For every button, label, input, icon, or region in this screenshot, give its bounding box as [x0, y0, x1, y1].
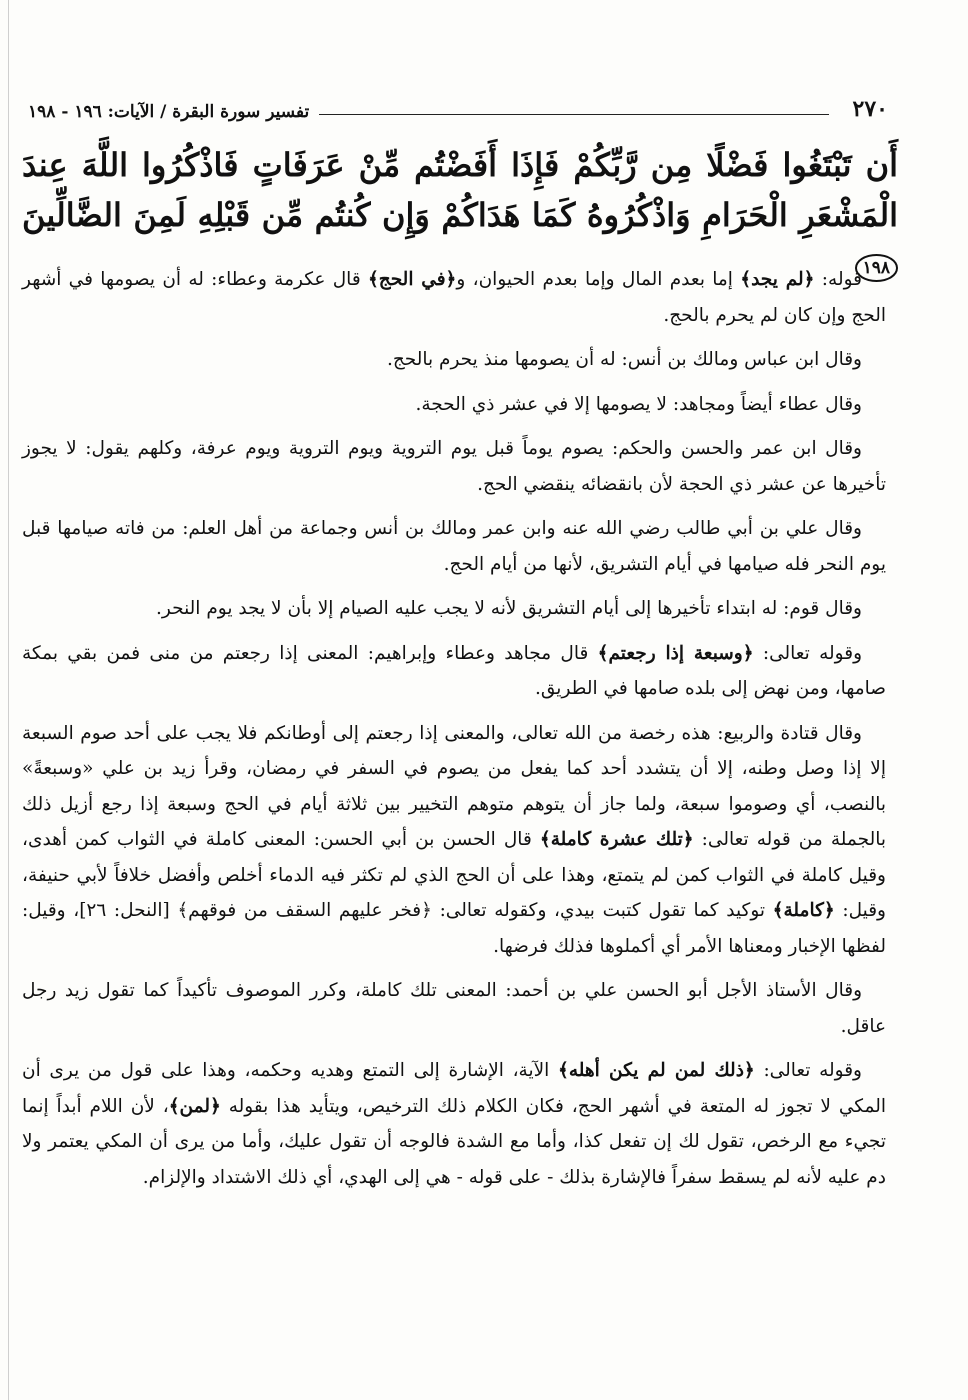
- page-edge-line: [8, 0, 9, 1400]
- quoted-phrase: ﴿تلك عشرة كاملة﴾: [539, 829, 694, 850]
- header-rule: [319, 114, 828, 115]
- paragraph-6: وقال قوم: له ابتداء تأخيرها إلى أيام التشريق لأنه لا يجب عليه الصيام إلا بأن لا يجد يوم النحر.: [156, 598, 862, 619]
- quoted-phrase: ﴿كاملة﴾: [772, 900, 835, 921]
- text-run: إما بعدم المال وإما بعدم الحيوان، و: [456, 269, 741, 290]
- verse-text: أَن تَبْتَغُوا فَضْلًا مِن رَّبِّكُمْ فَإِذَا أَفَضْتُم مِّنْ عَرَفَاتٍ فَاذْكُرُوا اللَّهَ عِندَ الْمَشْعَرِ الْحَرَامِ وَاذْكُرُوهُ كَمَا هَدَاكُمْ وَإِن كُنتُم مِّن قَبْلِهِ لَمِنَ الضَّالِّينَ: [22, 146, 898, 234]
- text-run: قوله:: [814, 269, 862, 290]
- page-number: ٢٧٠: [852, 96, 888, 122]
- text-run: وقوله تعالى:: [754, 1060, 862, 1081]
- quoted-phrase: ﴿وسبعة إذا رجعتم﴾: [597, 642, 754, 664]
- page-header: [28, 92, 888, 122]
- text-run: توكيد كما تقول كتبت بيدي، وكقوله تعالى: ﴿فخر عليهم السقف من فوقهم﴾ [النحل: ٢٦]، وقيل: لفظها الإخبار ومعناها الأمر أي أكملوها فذلك فرضها.: [22, 900, 886, 957]
- quoted-phrase: ﴿ذلك لمن لم يكن أهله﴾: [557, 1060, 755, 1081]
- text-run: قال عكرمة وعطاء: له أن يصومها في أشهر الحج وإن كان لم يحرم بالحج.: [22, 269, 886, 326]
- paragraph-2: وقال ابن عباس ومالك بن أنس: له أن يصومها منذ يحرم بالحج.: [386, 349, 862, 370]
- text-run: الآية، الإشارة إلى التمتع وهديه وحكمه، وهذا على قول من يرى أن المكي لا تجوز له المتعة في أشهر الحج، فكان الكلام ذلك الترخيص، ويتأيد هذا بقوله: [22, 1060, 886, 1117]
- commentary-body: [22, 262, 886, 1204]
- paragraph-5: وقال علي بن أبي طالب رضي الله عنه وابن عمر ومالك بن أنس وجماعة من أهل العلم: من فاته صيامها قبل يوم النحر فله صيامها في أيام التشريق، لأنها من أيام الحج.: [22, 518, 886, 575]
- paragraph-1: [22, 262, 886, 333]
- quoted-phrase: ﴿لم يجد﴾: [740, 269, 815, 290]
- paragraph-8: [22, 716, 886, 965]
- paragraph-10: [22, 1053, 886, 1195]
- paragraph-4: وقال ابن عمر والحسن والحكم: يصوم يوماً قبل يوم التروية ويوم التروية ويوم عرفة، وكلهم يقول: لا يجوز تأخيرها عن عشر ذي الحجة لأن بانقضائه ينقضي الحج.: [22, 438, 886, 495]
- running-head: تفسير سورة البقرة / الآيات: ١٩٦ - ١٩٨: [28, 102, 310, 122]
- paragraph-7: [22, 636, 886, 707]
- paragraph-9: وقال الأستاذ الأجل أبو الحسن علي بن أحمد: المعنى تلك كاملة، وكرر الموصوف تأكيداً كما تقول زيد رجل عاقل.: [22, 980, 886, 1037]
- text-run: وقوله تعالى:: [753, 642, 862, 664]
- text-run: ، لأن اللام أبداً إنما تجيء مع الرخص، تقول لك إن تفعل كذا، وأما مع الشدة فالوجه أن تقول عليك، وأما من يرى أن المكي يعتمر ولا دم عليه لأنه لم يسقط سفراً فالإشارة بذلك - على قوله - هي إلى الهدي، أي ذلك الاشتداد والإلزام.: [22, 1095, 886, 1188]
- text-run: قال الحسن بن أبي الحسن: المعنى كاملة في الثواب كمن أهدى، وقيل كاملة في الثواب كمن لم يتمتع، وهذا على أن الحج الذي لم تكثر فيه الدماء أخلص وأفضل خلافاً لأبي حنيفة، وقيل:: [22, 829, 886, 921]
- paragraph-3: وقال عطاء أيضاً ومجاهد: لا يصومها إلا في عشر ذي الحجة.: [415, 393, 862, 415]
- verse-number-marker: ١٩٨: [855, 254, 898, 282]
- quoted-phrase: ﴿لمن﴾: [168, 1095, 221, 1117]
- text-run: وقال قتادة والربيع: هذه رخصة من الله تعالى، والمعنى إذا رجعتم إلى أوطانكم فلا يجب على أحد صوم السبعة إلا إذا وصل وطنه، إلا أن يتشدد أحد كما يفعل من يصوم في السفر في رمضان، وقرأ زيد بن علي «وسبعةً» بالنصب، أي وصوموا سبعة، ولما جاز أن يتوهم متوهم التخيير بين ثلاثة أيام في الحج وسبعة إذا رجع أزيل ذلك بالجملة من قوله تعالى:: [22, 722, 886, 850]
- text-run: قال مجاهد وعطاء وإبراهيم: المعنى إذا رجعتم من منى فمن بقي بمكة صامها، ومن نهض إلى بلده صامها في الطريق.: [22, 642, 886, 699]
- quoted-phrase: ﴿في الحج﴾: [367, 269, 457, 290]
